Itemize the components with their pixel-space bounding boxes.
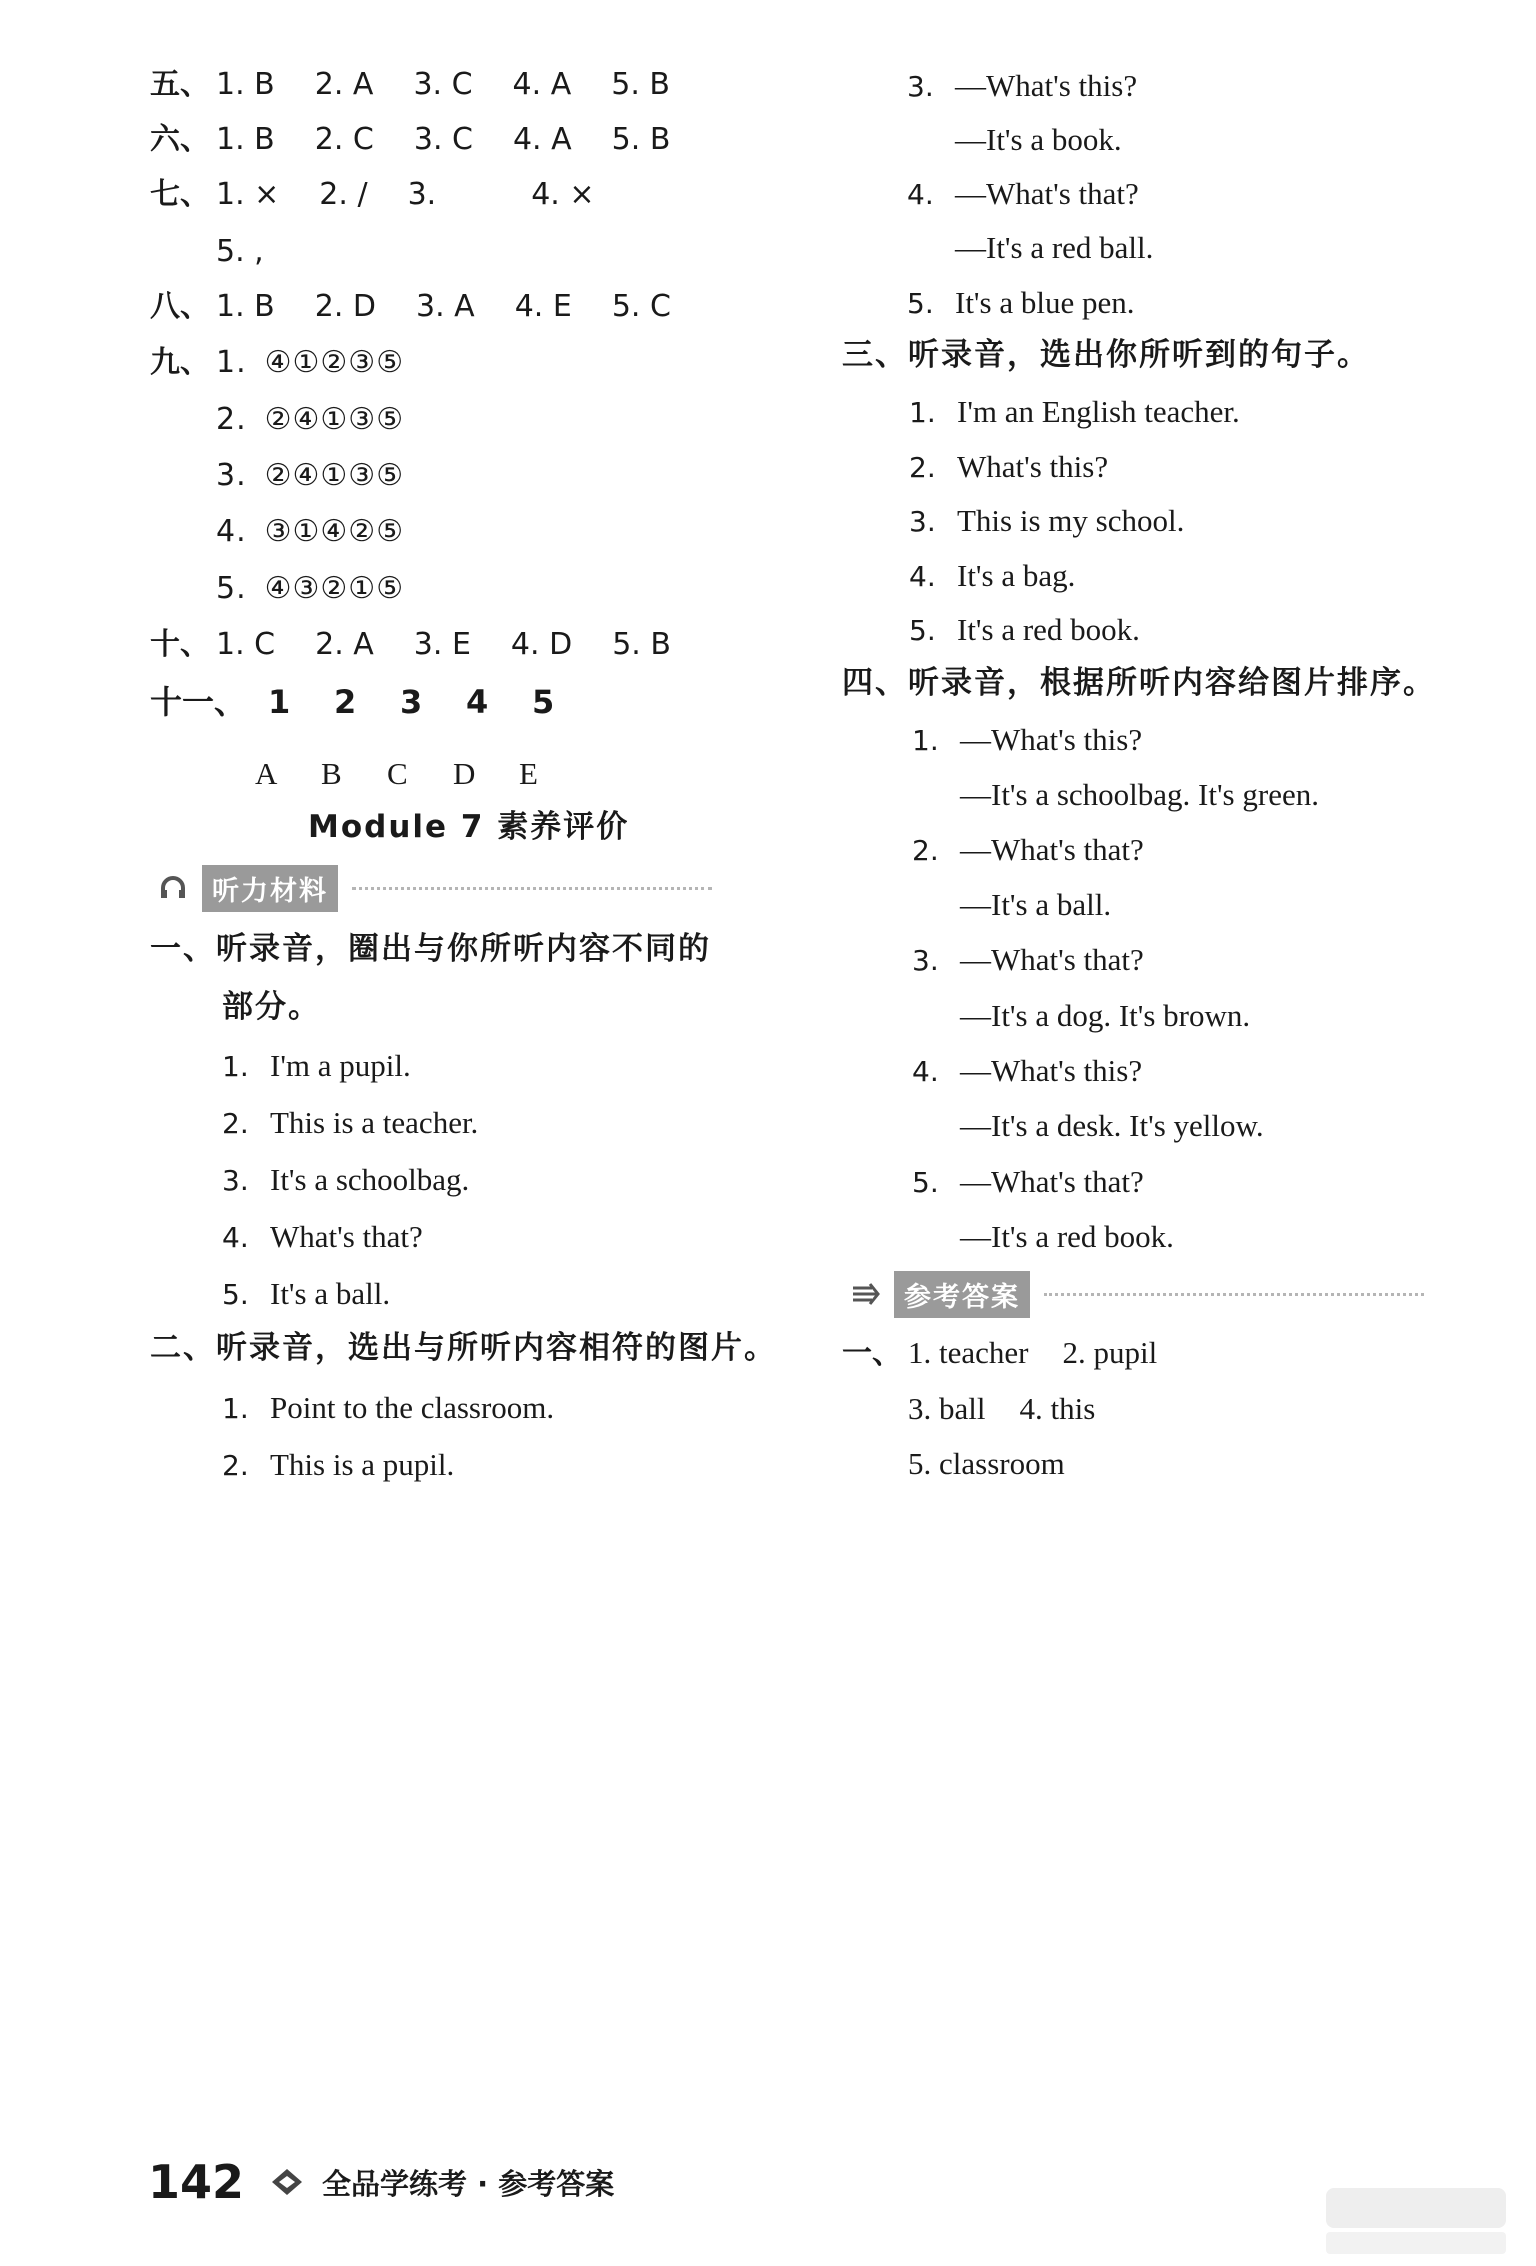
- item-text: —What's this?: [960, 1053, 1143, 1088]
- sequence-value: ③①④②⑤: [264, 514, 405, 549]
- answer-item: 4. this: [1019, 1391, 1096, 1426]
- sequence-number: 3.: [216, 458, 247, 493]
- answer-item: 3. A: [416, 289, 475, 324]
- answer-item: 5. ,: [216, 234, 264, 269]
- answer-item: 1. C: [216, 627, 276, 662]
- section-heading: [150, 931, 711, 967]
- item-text: What's this?: [957, 449, 1109, 484]
- matching-number: 1: [268, 683, 291, 721]
- answer-item: 2. D: [314, 289, 377, 324]
- section-heading-text: 二、听录音，选出与所听内容相符的图片。: [150, 1330, 777, 1366]
- listening-item: [912, 1110, 1264, 1141]
- item-text: —It's a schoolbag. It's green.: [960, 777, 1319, 812]
- item-number: 4.: [222, 1221, 249, 1254]
- sequence-row: [216, 571, 405, 606]
- dotted-divider: [352, 887, 712, 890]
- answer-label: 九、: [150, 345, 210, 380]
- answer-banner: [850, 1272, 1424, 1316]
- item-number: 4.: [909, 560, 936, 593]
- matching-numbers-row: [150, 683, 598, 721]
- item-number: 5.: [912, 1166, 939, 1199]
- item-text: It's a red book.: [957, 612, 1140, 647]
- answer-item: 2. /: [319, 177, 368, 212]
- module-title-text: Module 7 素养评价: [308, 809, 630, 845]
- page-footer: [148, 2155, 614, 2209]
- matching-letter: A: [255, 756, 278, 791]
- answer-item: 4. A: [512, 67, 572, 102]
- item-number: 2.: [222, 1449, 249, 1482]
- answer-item: 5. B: [612, 627, 671, 662]
- headphones-icon: [158, 875, 188, 901]
- item-text: —It's a desk. It's yellow.: [960, 1108, 1264, 1143]
- item-number: 4.: [912, 1055, 939, 1088]
- answer-item: 2. A: [315, 627, 374, 662]
- answer-row: [908, 1393, 1129, 1425]
- item-text: —What's that?: [960, 942, 1144, 977]
- item-text: It's a bag.: [957, 558, 1076, 593]
- item-number: 4.: [907, 178, 934, 211]
- section-tag: 参考答案: [894, 1271, 1030, 1318]
- item-number: 1.: [909, 396, 936, 429]
- sequence-number: 1.: [216, 345, 247, 380]
- item-text: I'm an English teacher.: [957, 394, 1240, 429]
- section-heading-text: 四、听录音，根据所听内容给图片排序。: [842, 665, 1436, 701]
- matching-letter: C: [387, 756, 408, 791]
- item-text: —What's this?: [955, 68, 1138, 103]
- sequence-row: [216, 345, 405, 380]
- item-number: 3.: [222, 1164, 249, 1197]
- section-heading: [150, 1330, 777, 1366]
- answer-item: 3. C: [413, 67, 473, 102]
- answer-item: 2. C: [314, 122, 374, 157]
- item-text: Point to the classroom.: [270, 1390, 555, 1425]
- item-text: —What's that?: [960, 1164, 1144, 1199]
- listening-item: [912, 1166, 1144, 1197]
- answer-row: [150, 627, 711, 662]
- diamond-logo-icon: [270, 2167, 304, 2197]
- answer-item: 3. ball: [908, 1391, 986, 1426]
- listening-item: [907, 232, 1153, 263]
- answer-item: 4. D: [510, 627, 573, 662]
- footer-title: 全品学练考 · 参考答案: [322, 2166, 615, 2201]
- answer-label: 五、: [150, 67, 210, 102]
- answer-item: 5. classroom: [908, 1446, 1065, 1481]
- listening-item: [912, 944, 1144, 975]
- item-number: 5.: [222, 1278, 249, 1311]
- answer-row: [150, 67, 710, 102]
- listening-item: [912, 889, 1111, 920]
- answer-item: 1. B: [216, 122, 275, 157]
- item-number: 3.: [912, 944, 939, 977]
- sequence-number: 5.: [216, 571, 247, 606]
- listening-item: [912, 1221, 1174, 1252]
- item-text: —It's a red book.: [960, 1219, 1174, 1254]
- item-text: This is a teacher.: [270, 1105, 479, 1140]
- answer-item: 4. ×: [531, 177, 595, 212]
- page-number: 142: [148, 2155, 245, 2209]
- answer-label: 八、: [150, 289, 210, 324]
- listening-item: [909, 505, 1184, 536]
- answer-row: [150, 289, 711, 324]
- matching-number: 4: [466, 683, 489, 721]
- matching-number: 3: [400, 683, 423, 721]
- item-text: This is a pupil.: [270, 1447, 455, 1482]
- listening-banner: [158, 866, 712, 910]
- answer-item: 1. B: [216, 289, 275, 324]
- section-heading: [222, 989, 321, 1025]
- answer-row: [150, 122, 710, 157]
- matching-letter: D: [453, 756, 476, 791]
- listening-item: [912, 779, 1319, 810]
- answer-item: 3. C: [413, 122, 473, 157]
- answer-item: 4. E: [514, 289, 572, 324]
- item-text: What's that?: [270, 1219, 423, 1254]
- matching-letters-row: [255, 758, 585, 789]
- listening-item: [222, 1164, 469, 1195]
- item-number: 1.: [912, 724, 939, 757]
- item-text: —It's a dog. It's brown.: [960, 998, 1251, 1033]
- listening-item: [909, 451, 1108, 482]
- arrow-lines-icon: [850, 1281, 880, 1307]
- matching-number: 5: [532, 683, 555, 721]
- item-text: —It's a ball.: [960, 887, 1112, 922]
- answer-item: 5. B: [611, 67, 670, 102]
- listening-item: [907, 70, 1137, 101]
- module-title: [308, 809, 630, 845]
- answer-item: 5. C: [611, 289, 671, 324]
- listening-item: [222, 1050, 411, 1081]
- item-number: 2.: [909, 451, 936, 484]
- section-nine-label: [150, 345, 216, 380]
- answer-label: 六、: [150, 122, 210, 157]
- listening-item: [912, 1055, 1142, 1086]
- sequence-number: 2.: [216, 402, 247, 437]
- listening-item: [222, 1449, 454, 1480]
- sequence-value: ②④①③⑤: [264, 458, 405, 493]
- answer-label: 七、: [150, 177, 210, 212]
- listening-item: [222, 1107, 478, 1138]
- answer-row: [150, 234, 304, 269]
- section-heading-text: 一、听录音，圈出与你所听内容不同的: [150, 931, 711, 967]
- item-number: 1.: [222, 1392, 249, 1425]
- listening-item: [912, 834, 1144, 865]
- listening-item: [222, 1278, 390, 1309]
- answer-item: 3.: [407, 177, 437, 212]
- answer-label: 十一、: [150, 683, 247, 721]
- item-text: I'm a pupil.: [270, 1048, 411, 1083]
- item-number: 2.: [222, 1107, 249, 1140]
- section-heading-text: 三、听录音，选出你所听到的句子。: [842, 337, 1370, 373]
- listening-item: [909, 396, 1240, 427]
- answer-label: 十、: [150, 627, 210, 662]
- matching-number: 2: [334, 683, 357, 721]
- answer-row: [842, 1337, 1191, 1369]
- listening-item: [222, 1221, 423, 1252]
- item-text: It's a schoolbag.: [270, 1162, 470, 1197]
- sequence-row: [216, 514, 405, 549]
- item-text: This is my school.: [957, 503, 1185, 538]
- sequence-row: [216, 402, 405, 437]
- dotted-divider: [1044, 1293, 1424, 1296]
- listening-item: [909, 614, 1140, 645]
- listening-item: [912, 724, 1142, 755]
- answer-item: 2. A: [314, 67, 374, 102]
- item-text: —What's that?: [960, 832, 1144, 867]
- item-text: —What's this?: [960, 722, 1143, 757]
- watermark-logo-icon: [1316, 2180, 1516, 2260]
- answer-item: 4. A: [512, 122, 572, 157]
- item-text: —It's a red ball.: [955, 230, 1154, 265]
- answer-item: 1. B: [216, 67, 275, 102]
- answer-row: [908, 1448, 1099, 1480]
- item-number: 3.: [907, 70, 934, 103]
- answer-item: 3. E: [413, 627, 471, 662]
- listening-item: [907, 124, 1122, 155]
- item-number: 2.: [912, 834, 939, 867]
- sequence-value: ②④①③⑤: [264, 402, 405, 437]
- section-tag: 听力材料: [202, 865, 338, 912]
- item-number: 3.: [909, 505, 936, 538]
- answer-item: 5. B: [611, 122, 671, 157]
- item-text: —It's a book.: [955, 122, 1122, 157]
- listening-item: [907, 178, 1139, 209]
- section-heading-text: 部分。: [222, 989, 321, 1025]
- answer-label: 一、: [842, 1336, 902, 1371]
- item-number: 1.: [222, 1050, 249, 1083]
- sequence-row: [216, 458, 405, 493]
- listening-item: [912, 1000, 1250, 1031]
- listening-item: [909, 560, 1075, 591]
- listening-item: [222, 1392, 554, 1423]
- answer-item: 1. teacher: [908, 1335, 1029, 1370]
- section-heading: [842, 665, 1436, 701]
- answer-item: 1. ×: [216, 177, 280, 212]
- item-text: It's a ball.: [270, 1276, 391, 1311]
- item-number: 5.: [907, 287, 934, 320]
- listening-item: [907, 287, 1134, 318]
- answer-row: [150, 177, 635, 212]
- matching-letter: E: [519, 756, 538, 791]
- matching-letter: B: [321, 756, 342, 791]
- section-heading: [842, 337, 1370, 373]
- sequence-value: ④③②①⑤: [264, 571, 405, 606]
- sequence-value: ④①②③⑤: [264, 345, 405, 380]
- item-number: 5.: [909, 614, 936, 647]
- item-text: It's a blue pen.: [955, 285, 1135, 320]
- sequence-number: 4.: [216, 514, 247, 549]
- item-text: —What's that?: [955, 176, 1139, 211]
- answer-item: 2. pupil: [1062, 1335, 1158, 1370]
